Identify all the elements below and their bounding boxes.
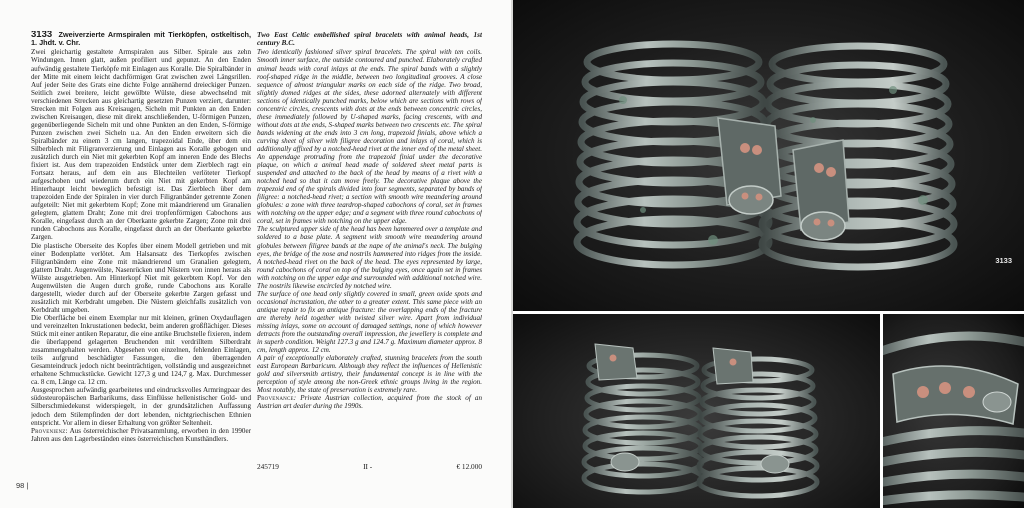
english-provenance xyxy=(257,394,482,410)
german-paragraph-1: Zwei gleichartig gestaltete Armspiralen aus Silber. Spirale aus zehn Windungen. Innen glatt, außen profiliert und gepunzt. An den Enden aufwändig gestaltete Tierköpfe mit Einlagen aus Koralle. Die Spiralbänder in der Mitte mit einem leicht dachförmigen Grat zwischen zwei Längsrillen. Auf jeder Seite des Grats eine dichte Folge annähernd dreieckiger Punzen. Seitlich zwei breitere, leicht gewölbte Wülste, diese abwechselnd mit verschiedenen Strecken aus gleichartig gesetzten Punzen verziert, darunter: Strecken mit Folgen aus Kreisaugen, Sicheln mit Punkten an den Enden zwischen Kreisaugen, diese mit direkt anschließenden, U-förmigen Punzen, gegenüberliegende Sicheln mit und ohne Punkten an den Enden, S-förmige Punzen zwischen zwei Sicheln u.a. An den Enden erweitern sich die Spiralbänder zu einem 3 cm langen, trapezoidal Ende, über dem ein Silberblech mit Filigranverzierung und Einlagen aus Koralle gebogen und zusätzlich durch ein Niet mit gekerbten Kopf am inneren Ende des Blechs fixiert ist. Aus dem trapezoiden Endstück unter dem Zierblech ragt ein Fortsatz heraus, auf dem ein aus Blechteilen verlöteter Tierkopf aufgeschoben und wiederum durch ein Niet mit gekerbten Kopf am Hinterhaupt leicht beweglich befestigt ist. Das Zierblech über dem trapezoiden Ende der Spiralen in vier durch Filigranbänder getrennte Zonen aufgeteilt: Niet mit gekerbtem Kopf; Zone mit mäandrierend um Granalien gelegtem, glattem Draht; Zone mit drei tropfenförmigen Cabochons aus Koralle, eingefasst durch an der Oberkante gekerbte Zargen; Zone mit drei runden Cabochons aus Koralle, eingefasst durch an der Oberkante gekerbte Zargen. xyxy=(31,48,251,242)
lot-heading-german xyxy=(31,31,251,47)
provenance-text-english: : Private Austrian collection, acquired from the stock of an Austrian art dealer during the 1990s. xyxy=(257,394,482,411)
left-animal-head xyxy=(718,118,781,214)
side-view-photo xyxy=(513,314,880,508)
english-description-column xyxy=(257,31,482,475)
english-paragraph-2: The sculptured upper side of the head has been hammered over a template and soldered to a base plate. A segment with smooth wire meandering around globules between filigree bands at the nape of the animal's neck. The bulging eyes, the bridge of the nose and nostrils hammered into ridges from the inside. A notched-head rivet on the back of the head. The eyes represented by large, round cabochons of coral on top of the bulging eyes, once again set in frames with notching on the upper edge and surrounded with additional notched wire. The nostrils likewise encircled by notched wire. xyxy=(257,225,482,290)
english-paragraph-1: Two identically fashioned silver spiral bracelets. The spiral with ten coils. Smooth inner surface, the outside contoured and punched. Elaborately crafted animal heads with coral inlays at the ends. The spiral bands with a slightly roof-shaped ridge in the middle, between two longitudinal grooves. A close sequence of almost triangular marks on each side of the ridge. Two broad, slightly domed ridges at the sides, these adorned alternately with different sections of identically punched marks, below which are sections with rows of concentric circles, crescents with dots at the ends between concentric circles, these immediately followed by U-shaped marks, facing crescents, with and without dots at the ends, S-shaped marks between two crescents etc. The spiral bands widening at the ends into 3 cm long, trapezoid finials, above which a curving sheet of silver with filigree decoration and inlays of coral, which is additionally affixed by a notched-head rivet at the inner end of the metal sheet. An appendage protruding from the trapezoid finial under the decorative plaque, on which a animal head made of soldered sheet metal parts is suspended and attached to the back of the head by means of a rivet with a notched head so that it can move freely. The decorative plaque above the trapezoid end of the spirals divided into four segments, separated by bands of filigree: a notched-head rivet; a section with smooth wire meandering around globules: a zone with three teardrop-shaped cabochons of coral, set in frames with notching on the upper edge; and a segment with three round cabochons of coral, set in frames with notching on the upper edge. xyxy=(257,48,482,226)
inventory-number: 245719 xyxy=(257,462,279,471)
right-animal-head xyxy=(793,140,849,240)
estimate-price: € 12.000 xyxy=(456,462,482,471)
english-paragraph-3: The surface of one head only slightly covered in small, green oxide spots and occasional incrustation, the other to a greater extent. This same piece with an antique repair to fix an antique fracture: the overlapping ends of the fracture are thereby held together with twisted silver wire. Apart from individual missing inlays, some on account of damaged settings, none of which however detracts from the outstanding overall impression, the jewellery is complete and in superb condition. Weight 127.3 g and 124.7 g. Maximum diameter approx. 8 cm, length approx. 12 cm. xyxy=(257,289,482,355)
condition-grade: II - xyxy=(363,462,373,471)
bracelet-pair-illustration xyxy=(513,0,1024,311)
english-paragraph-4: A pair of exceptionally elaborately crafted, stunning bracelets from the south east European Barbaricum. Although they reflect the influences of Hellenistic gold and silversmith artistry, their fundamental concept is in line with the perception of style among the non-Greek ethnic groups living in the region. Most notably, the state of preservation is extremely rare. xyxy=(257,354,482,395)
main-bracelet-photo xyxy=(513,0,1024,311)
german-description-column xyxy=(31,31,251,481)
detail-closeup-photo xyxy=(883,314,1024,508)
german-paragraph-3: Die Oberfläche bei einem Exemplar nur mit kleinen, grünen Oxydauflagen und vereinzelten Inkrustationen bedeckt, beim anderen großflächiger. Dieses Stück mit einer antiken Reparatur, die eine antike Bruchstelle fixieren, indem die überlappend gelagerten Bruchenden mit verdrilltem Silberdraht zusammengehalten werden. Abgesehen von einzelnen, fehlenden Einlagen, teils aufgrund beschädigter Fassungen, die den überragenden Gesamteindruck jedoch nicht beeinträchtigen, vollständig und ausgezeichnet erhaltene Schmuckstücke. Gewicht 127,3 g und 124,7 g. Max. Durchmesser ca. 8 cm, Länge ca. 12 cm. xyxy=(31,313,251,387)
lot-footer xyxy=(257,462,482,471)
lot-title-german: Zweiverzierte Armspiralen mit Tierköpfen, ostkeltisch, 1. Jhdt. v. Chr. xyxy=(31,31,251,48)
lot-number: 3133 xyxy=(31,31,53,40)
page-number: 98 | xyxy=(16,481,29,490)
german-provenance xyxy=(31,427,251,443)
photo-lot-number: 3133 xyxy=(995,256,1012,265)
provenance-label-german: Provenienz xyxy=(31,426,66,435)
head-closeup-illustration xyxy=(883,314,1024,508)
right-page xyxy=(513,0,1024,508)
bracelets-side-illustration xyxy=(513,314,880,508)
provenance-text-german: : Aus österreichischer Privatsammlung, erworben in den 1990er Jahren aus den Lagerbeständen eines österreichischen Kunsthändlers. xyxy=(31,426,251,443)
provenance-label-english: Provenance xyxy=(257,394,294,403)
german-paragraph-2: Die plastische Oberseite des Kopfes über einem Modell getrieben und mit einer Bodenplatte verlötet. Am Halsansatz des Tierkopfes zwischen Filigranbändern eine Zone mit mäandrierend um Granalien gelegtem, glattem Draht. Augenwülste, Nasenrücken und Nüstern von innen heraus als Wülste ausgetrieben. Am Hinterkopf Niet mit gekerbtem Kopf. Vor den Augenwülsten die Augen durch große, runde Cabochons aus Koralle dargestellt, wieder durch auf der Oberseite gekerbte Zargen gefasst und zusätzlich mit Kerbdraht umgeben. Die Nüstern gleichfalls zusätzlich von Kerbdraht umgeben. xyxy=(31,241,251,314)
lot-title-english: Two East Celtic embellished spiral bracelets with animal heads, 1st century B.C. xyxy=(257,31,482,48)
right-bracelet xyxy=(762,46,954,267)
german-paragraph-4: Ausgesprochen aufwändig gearbeitetes und eindrucksvolles Armringpaar des südosteuropäischen Barbarikums, dass Einflüsse hellenistischer Gold- und Silberschmiedekunst widerspiegelt, in der grundsätzlichen Auffassung jedoch dem Stilempfinden der dort lebenden, nichtgriechischen Ethnien entspricht. Vor allem in dieser Erhaltung von größter Seltenheit. xyxy=(31,386,251,427)
